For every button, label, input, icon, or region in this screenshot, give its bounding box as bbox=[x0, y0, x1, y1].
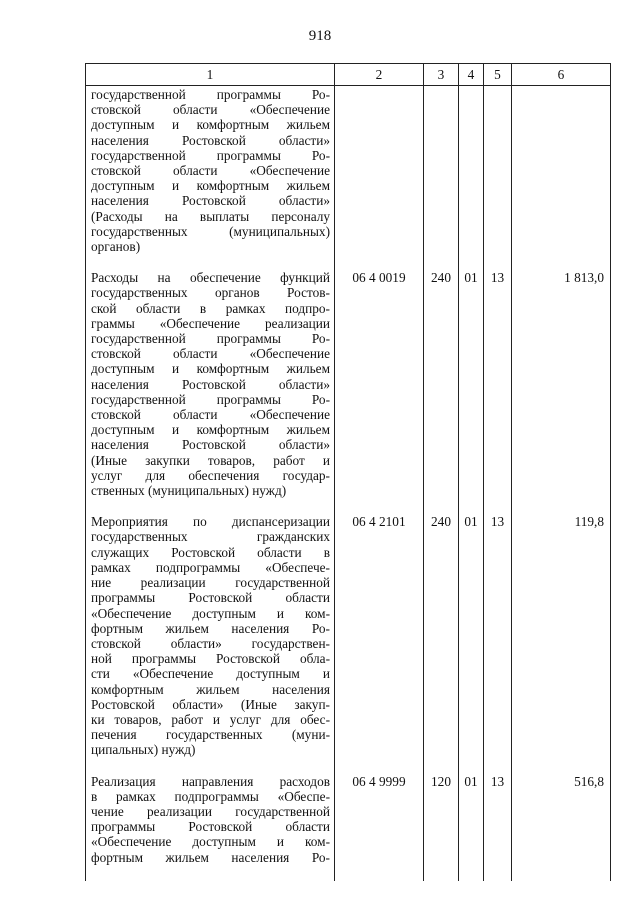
subsection-code: 13 bbox=[484, 774, 512, 881]
description-line: населения Ростовской области» bbox=[91, 437, 330, 453]
description-line: доступным и комфортным жильем bbox=[91, 178, 330, 194]
target-article-code bbox=[335, 86, 424, 271]
table-row bbox=[86, 514, 611, 773]
description-line: стовской области «Обеспечение bbox=[91, 346, 330, 362]
table-body bbox=[86, 86, 611, 881]
column-header-4: 4 bbox=[459, 64, 484, 86]
description-line: населения Ростовской области» bbox=[91, 132, 330, 148]
row-description bbox=[86, 86, 335, 271]
budget-table bbox=[85, 63, 611, 881]
description-line: органов) bbox=[91, 239, 141, 255]
table-header-row bbox=[86, 64, 611, 86]
description-line: ственных (муниципальных) нужд) bbox=[91, 483, 287, 499]
expense-type-code bbox=[424, 86, 459, 271]
description-line: комфортным жильем населения bbox=[91, 681, 330, 697]
column-header-6: 6 bbox=[512, 64, 611, 86]
table-row bbox=[86, 270, 611, 514]
expense-type-code: 240 bbox=[424, 514, 459, 773]
description-line: ки товаров, работ и услуг для обес- bbox=[91, 711, 330, 727]
description-line: населения Ростовской области» bbox=[91, 193, 330, 209]
subsection-code: 13 bbox=[484, 270, 512, 514]
description-line: рамках подпрограммы «Обеспече- bbox=[91, 559, 330, 575]
description-line: печения государственных (муни- bbox=[91, 727, 330, 743]
description-line: доступным и комфортным жильем bbox=[91, 422, 330, 438]
target-article-code: 06 4 0019 bbox=[335, 270, 424, 514]
section-code: 01 bbox=[459, 270, 484, 514]
description-line: (Иные закупки товаров, работ и bbox=[91, 452, 330, 468]
description-line: Мероприятия по диспансеризации bbox=[91, 514, 330, 530]
description-line: программы Ростовской области bbox=[91, 819, 330, 835]
description-line: услуг для обеспечения государ- bbox=[91, 467, 330, 483]
section-code: 01 bbox=[459, 514, 484, 773]
row-description bbox=[86, 774, 335, 881]
subsection-code: 13 bbox=[484, 514, 512, 773]
expense-type-code: 240 bbox=[424, 270, 459, 514]
description-line: чение реализации государственной bbox=[91, 803, 330, 819]
amount-value: 119,8 bbox=[512, 514, 611, 773]
description-line: государственной программы Ро- bbox=[91, 391, 330, 407]
description-line: доступным и комфортным жильем bbox=[91, 117, 330, 133]
description-line: ципальных) нужд) bbox=[91, 742, 196, 758]
description-line: государственной программы Ро- bbox=[91, 147, 330, 163]
section-code bbox=[459, 86, 484, 271]
row-description bbox=[86, 514, 335, 773]
table-row bbox=[86, 774, 611, 881]
description-line: государственных (муниципальных) bbox=[91, 223, 330, 239]
description-line: стовской области «Обеспечение bbox=[91, 407, 330, 423]
target-article-code: 06 4 2101 bbox=[335, 514, 424, 773]
description-line: государственной программы Ро- bbox=[91, 331, 330, 347]
table-row bbox=[86, 86, 611, 271]
column-header-5: 5 bbox=[484, 64, 512, 86]
description-line: фортным жильем населения Ро- bbox=[91, 620, 330, 636]
page-number: 918 bbox=[308, 28, 332, 44]
description-line: Ростовской области» (Иные закуп- bbox=[91, 696, 330, 712]
description-line: Реализация направления расходов bbox=[91, 773, 330, 789]
description-line: служащих Ростовской области в bbox=[91, 544, 330, 560]
description-line: населения Ростовской области» bbox=[91, 376, 330, 392]
amount-value bbox=[512, 86, 611, 271]
column-header-1: 1 bbox=[86, 64, 335, 86]
description-line: Расходы на обеспечение функций bbox=[91, 270, 330, 286]
amount-value: 516,8 bbox=[512, 774, 611, 881]
amount-value: 1 813,0 bbox=[512, 270, 611, 514]
description-line: ской области в рамках подпро- bbox=[91, 300, 330, 316]
description-line: стовской области «Обеспечение bbox=[91, 102, 330, 118]
description-line: (Расходы на выплаты персоналу bbox=[91, 208, 330, 224]
target-article-code: 06 4 9999 bbox=[335, 774, 424, 881]
description-line: стовской области «Обеспечение bbox=[91, 163, 330, 179]
description-line: ной программы Ростовской обла- bbox=[91, 651, 330, 667]
column-header-2: 2 bbox=[335, 64, 424, 86]
description-line: «Обеспечение доступным и ком- bbox=[91, 605, 330, 621]
description-line: программы Ростовской области bbox=[91, 590, 330, 606]
expense-type-code: 120 bbox=[424, 774, 459, 881]
description-line: ние реализации государственной bbox=[91, 575, 330, 591]
column-header-3: 3 bbox=[424, 64, 459, 86]
description-line: государственных органов Ростов- bbox=[91, 285, 330, 301]
description-line: сти «Обеспечение доступным и bbox=[91, 666, 330, 682]
description-line: доступным и комфортным жильем bbox=[91, 361, 330, 377]
row-description bbox=[86, 270, 335, 514]
section-code: 01 bbox=[459, 774, 484, 881]
description-line: стовской области» государствен- bbox=[91, 635, 330, 651]
subsection-code bbox=[484, 86, 512, 271]
description-line: фортным жильем населения Ро- bbox=[91, 849, 330, 865]
description-line: «Обеспечение доступным и ком- bbox=[91, 834, 330, 850]
description-line: граммы «Обеспечение реализации bbox=[91, 315, 330, 331]
description-line: государственной программы Ро- bbox=[91, 87, 330, 102]
description-line: государственных гражданских bbox=[91, 529, 330, 545]
description-line: в рамках подпрограммы «Обеспе- bbox=[91, 788, 330, 804]
